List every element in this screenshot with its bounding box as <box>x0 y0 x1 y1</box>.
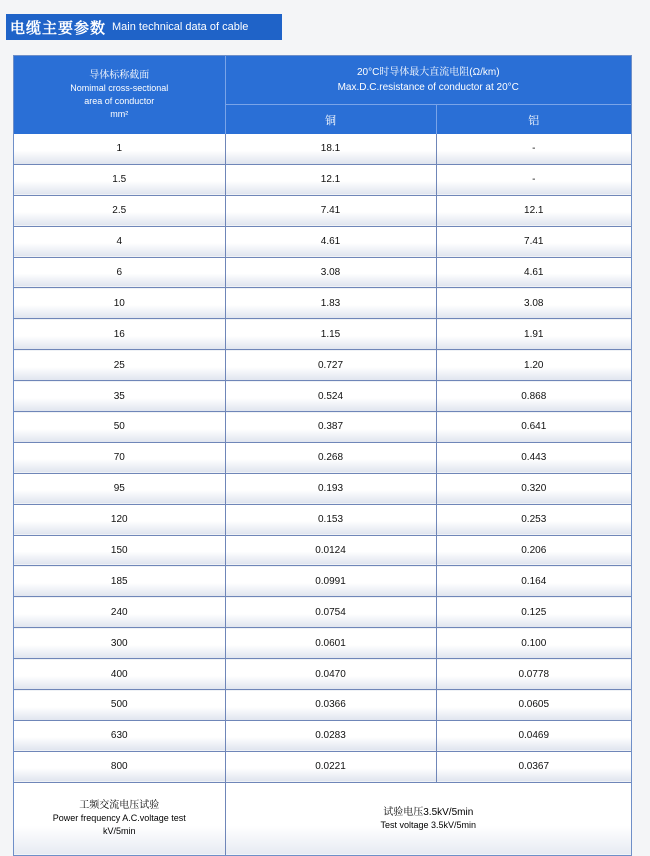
cell-copper-resistance: 0.0124 <box>225 535 436 566</box>
table-row <box>14 195 631 226</box>
table-row <box>14 164 631 195</box>
cable-data-table <box>13 55 632 856</box>
cell-aluminum-resistance: 3.08 <box>436 288 631 319</box>
header-area-en-1: Nomimal cross-sectional <box>70 83 169 93</box>
cell-copper-resistance: 4.61 <box>225 226 436 257</box>
table-row <box>14 412 631 443</box>
cell-copper-resistance: 12.1 <box>225 164 436 195</box>
cell-copper-resistance: 0.0283 <box>225 720 436 751</box>
cell-aluminum-resistance: 0.641 <box>436 412 631 443</box>
cell-area: 400 <box>14 659 225 690</box>
cell-area: 1 <box>14 134 225 164</box>
cell-area: 95 <box>14 473 225 504</box>
cell-area: 500 <box>14 690 225 721</box>
cell-copper-resistance: 0.0221 <box>225 751 436 782</box>
cell-aluminum-resistance: 0.164 <box>436 566 631 597</box>
cell-aluminum-resistance: - <box>436 134 631 164</box>
cell-area: 1.5 <box>14 164 225 195</box>
header-cross-section <box>14 56 225 134</box>
cell-copper-resistance: 0.727 <box>225 350 436 381</box>
voltage-test-value <box>225 782 631 855</box>
voltage-test-en-1: Power frequency A.C.voltage test <box>52 813 186 824</box>
cell-aluminum-resistance: 0.0778 <box>436 659 631 690</box>
cell-copper-resistance: 0.387 <box>225 412 436 443</box>
cell-copper-resistance: 0.0991 <box>225 566 436 597</box>
cell-copper-resistance: 7.41 <box>225 195 436 226</box>
voltage-test-value-cn: 试验电压3.5kV/5min <box>383 806 474 818</box>
cell-aluminum-resistance: 0.0469 <box>436 720 631 751</box>
cell-area: 2.5 <box>14 195 225 226</box>
cell-area: 50 <box>14 412 225 443</box>
table-row <box>14 319 631 350</box>
cell-area: 35 <box>14 381 225 412</box>
cell-aluminum-resistance: 0.253 <box>436 504 631 535</box>
cell-area: 150 <box>14 535 225 566</box>
cell-copper-resistance: 0.0601 <box>225 628 436 659</box>
cell-area: 300 <box>14 628 225 659</box>
cell-area: 16 <box>14 319 225 350</box>
cell-copper-resistance: 18.1 <box>225 134 436 164</box>
header-resistance-en: Max.D.C.resistance of conductor at 20°C <box>337 82 519 93</box>
cell-copper-resistance: 0.0470 <box>225 659 436 690</box>
cell-area: 10 <box>14 288 225 319</box>
cell-area: 240 <box>14 597 225 628</box>
cell-aluminum-resistance: 0.125 <box>436 597 631 628</box>
table-row <box>14 597 631 628</box>
cell-area: 6 <box>14 257 225 288</box>
table-row <box>14 690 631 721</box>
cell-copper-resistance: 0.268 <box>225 442 436 473</box>
header-resistance-cn: 20°C时导体最大直流电阻(Ω/km) <box>356 67 500 78</box>
section-title <box>6 14 282 40</box>
cell-copper-resistance: 3.08 <box>225 257 436 288</box>
cell-area: 120 <box>14 504 225 535</box>
table-row <box>14 566 631 597</box>
table-row <box>14 628 631 659</box>
table-row <box>14 134 631 164</box>
voltage-test-en-2: kV/5min <box>102 826 136 837</box>
cell-copper-resistance: 0.524 <box>225 381 436 412</box>
cell-area: 185 <box>14 566 225 597</box>
cell-copper-resistance: 0.0754 <box>225 597 436 628</box>
title-english: Main technical data of cable <box>112 21 249 33</box>
cell-aluminum-resistance: 0.100 <box>436 628 631 659</box>
cell-area: 4 <box>14 226 225 257</box>
cell-aluminum-resistance: 4.61 <box>436 257 631 288</box>
header-area-cn: 导体标称截面 <box>89 70 150 81</box>
cell-aluminum-resistance: 12.1 <box>436 195 631 226</box>
cell-area: 70 <box>14 442 225 473</box>
cell-copper-resistance: 1.83 <box>225 288 436 319</box>
voltage-test-label <box>14 782 225 855</box>
cell-copper-resistance: 0.0366 <box>225 690 436 721</box>
cell-aluminum-resistance: 0.320 <box>436 473 631 504</box>
header-area-unit: mm² <box>110 109 129 119</box>
header-area-en-2: area of conductor <box>84 96 155 106</box>
voltage-test-cn: 工频交流电压试验 <box>79 800 160 812</box>
title-chinese: 电缆主要参数 <box>10 19 107 37</box>
voltage-test-row <box>14 782 631 855</box>
cell-copper-resistance: 0.153 <box>225 504 436 535</box>
table-row <box>14 473 631 504</box>
cell-area: 800 <box>14 751 225 782</box>
cell-aluminum-resistance: 0.443 <box>436 442 631 473</box>
cell-aluminum-resistance: 7.41 <box>436 226 631 257</box>
cell-aluminum-resistance: 1.91 <box>436 319 631 350</box>
cell-copper-resistance: 0.193 <box>225 473 436 504</box>
table-row <box>14 350 631 381</box>
cell-aluminum-resistance: 0.206 <box>436 535 631 566</box>
table-row <box>14 257 631 288</box>
table-row <box>14 288 631 319</box>
table-row <box>14 659 631 690</box>
table-row <box>14 226 631 257</box>
cell-aluminum-resistance: 0.0605 <box>436 690 631 721</box>
table-row <box>14 751 631 782</box>
voltage-test-value-en: Test voltage 3.5kV/5min <box>380 819 477 830</box>
table-row <box>14 720 631 751</box>
cell-aluminum-resistance: 0.0367 <box>436 751 631 782</box>
cell-area: 25 <box>14 350 225 381</box>
header-aluminum: 铝 <box>436 105 631 135</box>
table-row <box>14 504 631 535</box>
table-row <box>14 381 631 412</box>
cell-aluminum-resistance: 1.20 <box>436 350 631 381</box>
cell-copper-resistance: 1.15 <box>225 319 436 350</box>
table-row <box>14 442 631 473</box>
cell-aluminum-resistance: 0.868 <box>436 381 631 412</box>
cell-area: 630 <box>14 720 225 751</box>
header-copper: 铜 <box>225 105 436 135</box>
table-row <box>14 535 631 566</box>
cell-aluminum-resistance: - <box>436 164 631 195</box>
header-resistance <box>225 56 631 105</box>
